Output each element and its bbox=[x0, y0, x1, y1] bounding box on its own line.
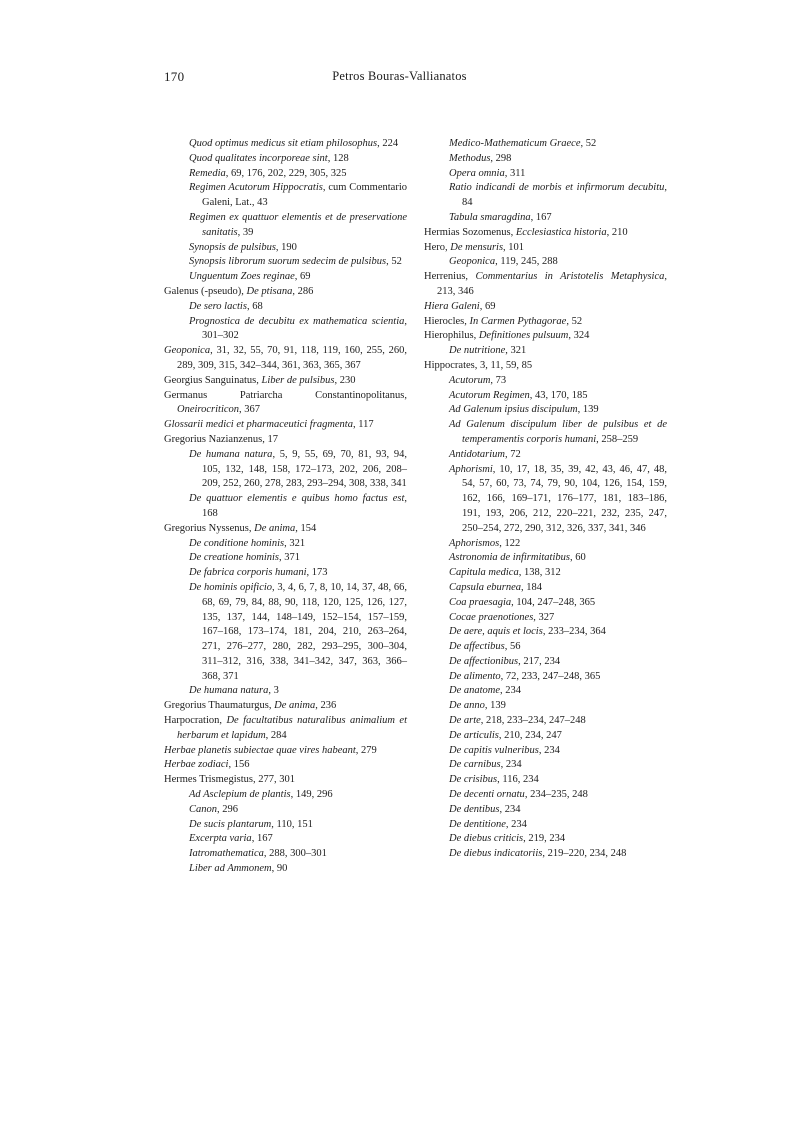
entry-text: , 321 bbox=[284, 537, 306, 549]
entry-text: , cum Commentario Galeni, Lat., 43 bbox=[202, 182, 407, 209]
index-entry bbox=[164, 255, 407, 270]
index-entry bbox=[164, 300, 407, 315]
work-title: De facultatibus naturalibus animalium et herbarum et lapidum bbox=[177, 715, 407, 741]
entry-text: , 84 bbox=[462, 182, 667, 209]
index-entry bbox=[164, 714, 407, 744]
work-title: De conditione hominis bbox=[189, 537, 285, 549]
entry-text: , 234–235, 248 bbox=[524, 789, 588, 801]
index-entry bbox=[424, 255, 667, 270]
index-entry bbox=[424, 403, 667, 418]
work-title: Prognostica de decubitu ex mathematica scientia bbox=[189, 315, 405, 327]
work-title: De sucis plantarum bbox=[189, 818, 272, 830]
entry-text: Gregorius Thaumaturgus, bbox=[164, 700, 275, 712]
entry-text: , 288, 300–301 bbox=[263, 848, 327, 860]
entry-text: Hermias Sozomenus, bbox=[424, 226, 516, 238]
entry-text: , 39 bbox=[237, 226, 254, 238]
work-title: Aphorismi bbox=[449, 463, 493, 475]
index-entry bbox=[424, 551, 667, 566]
entry-text: , 258–259 bbox=[596, 433, 639, 445]
entry-text: Hippocrates, 3, 11, 59, 85 bbox=[424, 359, 533, 371]
entry-text: , 104, 247–248, 365 bbox=[511, 596, 596, 608]
entry-text: , 324 bbox=[568, 330, 590, 342]
work-title: Capitula medica bbox=[449, 567, 519, 579]
work-title: Remedia bbox=[189, 167, 226, 179]
index-entry bbox=[164, 241, 407, 256]
work-title: Synopsis de pulsibus bbox=[189, 241, 276, 253]
index-entry bbox=[164, 537, 407, 552]
work-title: De anatome bbox=[449, 685, 501, 697]
index-entry bbox=[424, 374, 667, 389]
index-entry bbox=[424, 137, 667, 152]
index-columns bbox=[164, 137, 668, 877]
entry-text: , 3, 4, 6, 7, 8, 10, 14, 37, 48, 66, 68, 69, 79, 84, 88, 90, 118, 120, 125, 126, 127, 135, 137, 144, 148–149, 152–154, 157–159, 167–168, 173–174, 181, 204, 210, 263–264, 271, 276–277, 280, 282, 293–295, 300–304, 311–312, 316, 338, 341–342, 347, 363, 366–368, 371 bbox=[202, 581, 408, 682]
index-entry bbox=[424, 359, 667, 374]
index-entry bbox=[424, 581, 667, 596]
entry-text: , 52 bbox=[566, 315, 583, 327]
entry-text: , 233–234, 364 bbox=[542, 626, 606, 638]
entry-text: , 73 bbox=[490, 374, 507, 386]
entry-text: , 52 bbox=[580, 138, 597, 149]
index-entry bbox=[164, 773, 407, 788]
entry-text: , 234 bbox=[500, 685, 522, 697]
index-entry bbox=[164, 389, 407, 419]
work-title: De humana natura bbox=[189, 448, 273, 460]
work-title: Hiera Galeni bbox=[424, 300, 480, 312]
work-title: Astronomia de infirmitatibus bbox=[449, 552, 570, 564]
index-entry bbox=[164, 433, 407, 448]
work-title: De diebus criticis bbox=[449, 833, 524, 845]
work-title: Commentarius in Aristotelis Metaphysica bbox=[475, 271, 665, 283]
work-title: De decenti ornatu bbox=[449, 789, 525, 801]
index-entry bbox=[424, 684, 667, 699]
work-title: Glossarii medici et pharmaceutici fragmenta bbox=[164, 419, 353, 431]
index-entry bbox=[164, 344, 407, 374]
index-entry bbox=[164, 315, 407, 345]
entry-text: , 224 bbox=[377, 138, 399, 149]
entry-text: , 217, 234 bbox=[518, 655, 561, 667]
index-entry bbox=[164, 832, 407, 847]
index-entry bbox=[424, 152, 667, 167]
index-entry bbox=[424, 226, 667, 241]
index-entry bbox=[164, 803, 407, 818]
work-title: Geoponica bbox=[164, 345, 211, 357]
work-title: De fabrica corporis humani bbox=[189, 567, 307, 579]
entry-text: , 236 bbox=[315, 700, 337, 712]
entry-text: , 301–302 bbox=[202, 315, 407, 342]
work-title: Oneirocriticon bbox=[177, 404, 240, 416]
work-title: De mensuris bbox=[450, 241, 504, 253]
entry-text: , 69 bbox=[479, 300, 496, 312]
work-title: Ratio indicandi de morbis et infirmorum decubitu bbox=[449, 182, 665, 194]
work-title: Antidotarium bbox=[449, 448, 506, 460]
work-title: De sero lactis bbox=[189, 300, 247, 312]
index-entry bbox=[164, 285, 407, 300]
entry-text: , 5, 9, 55, 69, 70, 81, 93, 94, 105, 132, 148, 158, 172–173, 202, 206, 208–209, 252, 260, 278, 283, 293–294, 308, 338, 341 bbox=[202, 448, 407, 490]
work-title: Aphorismos bbox=[449, 537, 500, 549]
index-entry bbox=[424, 315, 667, 330]
index-entry bbox=[164, 699, 407, 714]
index-entry bbox=[164, 551, 407, 566]
index-entry bbox=[424, 714, 667, 729]
work-title: Methodus bbox=[449, 152, 491, 164]
entry-text: Germanus Patriarcha Constantinopolitanus, bbox=[164, 389, 407, 401]
entry-text: , 298 bbox=[490, 152, 512, 164]
index-entry bbox=[424, 640, 667, 655]
entry-text: , 234 bbox=[500, 759, 522, 771]
work-title: De creatione hominis bbox=[189, 552, 280, 564]
index-entry bbox=[424, 611, 667, 626]
index-entry bbox=[164, 211, 407, 241]
work-title: De dentibus bbox=[449, 803, 500, 815]
index-entry bbox=[424, 758, 667, 773]
entry-text: , 116, 234 bbox=[497, 774, 539, 786]
index-entry bbox=[424, 625, 667, 640]
page-number: 170 bbox=[164, 69, 185, 84]
work-title: De affectibus bbox=[449, 641, 505, 653]
index-entry bbox=[424, 803, 667, 818]
entry-text: , 286 bbox=[292, 285, 314, 297]
work-title: De alimento bbox=[449, 670, 501, 682]
entry-text: , 154 bbox=[295, 522, 317, 534]
entry-text: , 90 bbox=[271, 863, 288, 875]
entry-text: , 69 bbox=[294, 271, 311, 283]
index-entry bbox=[424, 300, 667, 315]
entry-text: , 122 bbox=[499, 537, 521, 549]
work-title: Regimen Acutorum Hippocratis bbox=[189, 182, 323, 194]
work-title: De affectionibus bbox=[449, 655, 519, 667]
index-entry bbox=[424, 847, 667, 862]
index-entry bbox=[164, 581, 407, 685]
entry-text: , 371 bbox=[279, 552, 301, 564]
index-entry bbox=[164, 181, 407, 211]
work-title: De anima bbox=[274, 700, 316, 712]
index-entry bbox=[424, 566, 667, 581]
index-entry bbox=[164, 818, 407, 833]
entry-text: Harpocration, bbox=[164, 715, 227, 727]
work-title: In Carmen Pythagorae bbox=[469, 315, 567, 327]
entry-text: , 167 bbox=[251, 833, 273, 845]
index-entry bbox=[424, 270, 667, 300]
work-title: Herbae zodiaci bbox=[164, 759, 229, 771]
entry-text: , 279 bbox=[355, 744, 377, 756]
work-title: De anima bbox=[254, 522, 296, 534]
entry-text: , 321 bbox=[505, 345, 527, 357]
entry-text: Hierocles, bbox=[424, 315, 470, 327]
index-entry bbox=[424, 729, 667, 744]
entry-text: , 31, 32, 55, 70, 91, 118, 119, 160, 255, 260, 289, 309, 315, 342–344, 361, 363, 365, 367 bbox=[177, 345, 407, 371]
entry-text: , 190 bbox=[275, 241, 297, 253]
work-title: Acutorum Regimen bbox=[449, 389, 530, 401]
entry-text: , 138, 312 bbox=[518, 567, 561, 579]
index-entry bbox=[424, 181, 667, 211]
work-title: Coa praesagia bbox=[449, 596, 512, 608]
entry-text: , 139 bbox=[484, 700, 506, 712]
work-title: De capitis vulneribus bbox=[449, 744, 539, 756]
index-entry bbox=[164, 418, 407, 433]
work-title: De articulis bbox=[449, 729, 499, 741]
work-title: Ad Galenum discipulum liber de pulsibus et de temperamentis corporis humani bbox=[449, 419, 667, 445]
entry-text: , 219–220, 234, 248 bbox=[542, 848, 627, 860]
entry-text: Hermes Trismegistus, 277, 301 bbox=[164, 774, 295, 786]
index-entry bbox=[424, 463, 667, 537]
work-title: Ecclesiastica historia bbox=[515, 226, 607, 238]
page-header bbox=[0, 69, 799, 89]
work-title: De nutritione bbox=[449, 345, 506, 357]
work-title: De dentitione bbox=[449, 818, 506, 830]
work-title: De carnibus bbox=[449, 759, 501, 771]
work-title: De anno bbox=[449, 700, 485, 712]
index-entry bbox=[424, 655, 667, 670]
work-title: Medico-Mathematicum Graece bbox=[449, 138, 581, 149]
entry-text: , 69, 176, 202, 229, 305, 325 bbox=[225, 167, 347, 179]
index-entry bbox=[424, 832, 667, 847]
entry-text: , 149, 296 bbox=[290, 789, 333, 801]
entry-text: , 219, 234 bbox=[523, 833, 566, 845]
entry-text: Georgius Sanguinatus, bbox=[164, 374, 262, 386]
entry-text: Gregorius Nazianzenus, 17 bbox=[164, 433, 279, 445]
entry-text: Galenus (-pseudo), bbox=[164, 285, 247, 297]
entry-text: , 43, 170, 185 bbox=[529, 389, 588, 401]
entry-text: , 284 bbox=[265, 729, 287, 741]
index-entry bbox=[424, 241, 667, 256]
work-title: Acutorum bbox=[449, 374, 491, 386]
entry-text: , 327 bbox=[533, 611, 555, 623]
work-title: Unguentum Zoes reginae bbox=[189, 271, 295, 283]
index-entry bbox=[424, 596, 667, 611]
entry-text: , 60 bbox=[569, 552, 586, 564]
entry-text: , 234 bbox=[499, 803, 521, 815]
work-title: Liber de pulsibus bbox=[261, 374, 335, 386]
index-entry bbox=[424, 773, 667, 788]
entry-text: , 119, 245, 288 bbox=[495, 256, 558, 268]
index-entry bbox=[164, 152, 407, 167]
index-entry bbox=[164, 448, 407, 492]
work-title: De humana natura bbox=[189, 685, 269, 697]
entry-text: , 52 bbox=[386, 256, 402, 268]
index-entry bbox=[164, 270, 407, 285]
work-title: Synopsis librorum suorum sedecim de pulsibus bbox=[189, 256, 387, 268]
entry-text: , 56 bbox=[504, 641, 521, 653]
entry-text: , 10, 17, 18, 35, 39, 42, 43, 46, 47, 48, 54, 57, 60, 73, 74, 79, 90, 104, 126, 154, 159, 162, 166, 169–171, 176–177, 181, 183–186, 191, 193, 206, 212, 220–221, 232, 235, 247, 250–254, 272, 290, 312, 326, 337, 341, 346 bbox=[462, 463, 667, 534]
index-entry bbox=[424, 670, 667, 685]
index-entry bbox=[424, 788, 667, 803]
entry-text: , 234 bbox=[538, 744, 560, 756]
entry-text: , 68 bbox=[246, 300, 263, 312]
index-entry bbox=[424, 818, 667, 833]
work-title: De hominis opificio bbox=[189, 581, 273, 593]
entry-text: Hierophilus, bbox=[424, 330, 479, 342]
index-entry bbox=[164, 566, 407, 581]
work-title: De aere, aquis et locis bbox=[449, 626, 543, 638]
index-entry bbox=[424, 344, 667, 359]
entry-text: , 210 bbox=[606, 226, 628, 238]
index-entry bbox=[164, 847, 407, 862]
entry-text: , 101 bbox=[503, 241, 525, 253]
entry-text: , 184 bbox=[521, 581, 543, 593]
index-entry bbox=[164, 492, 407, 522]
entry-text: , 367 bbox=[239, 404, 261, 416]
work-title: De quattuor elementis e quibus homo factus est bbox=[189, 493, 405, 505]
index-entry bbox=[424, 389, 667, 404]
entry-text: , 72 bbox=[505, 448, 521, 460]
entry-text: , 139 bbox=[577, 404, 599, 416]
entry-text: , 3 bbox=[268, 685, 279, 697]
work-title: Excerpta varia bbox=[189, 833, 252, 845]
entry-text: , 156 bbox=[228, 759, 250, 771]
work-title: De arte bbox=[449, 715, 481, 727]
index-entry bbox=[424, 744, 667, 759]
index-entry bbox=[424, 418, 667, 448]
entry-text: , 311 bbox=[504, 167, 526, 179]
work-title: Quod optimus medicus sit etiam philosophus bbox=[189, 138, 378, 149]
entry-text: , 168 bbox=[202, 493, 407, 519]
index-column-right bbox=[424, 137, 667, 877]
work-title: Iatromathematica bbox=[189, 848, 264, 860]
entry-text: , 230 bbox=[334, 374, 356, 386]
entry-text: , 234 bbox=[505, 818, 527, 830]
work-title: Cocae praenotiones bbox=[449, 611, 534, 623]
work-title: Canon bbox=[189, 803, 218, 815]
index-entry bbox=[164, 684, 407, 699]
work-title: De diebus indicatoriis bbox=[449, 848, 543, 860]
entry-text: , 167 bbox=[530, 211, 552, 223]
entry-text: , 72, 233, 247–248, 365 bbox=[500, 670, 601, 682]
work-title: De crisibus bbox=[449, 774, 498, 786]
index-entry bbox=[164, 137, 407, 152]
index-entry bbox=[424, 211, 667, 226]
index-entry bbox=[424, 167, 667, 182]
index-entry bbox=[164, 522, 407, 537]
index-column-left bbox=[164, 137, 407, 877]
work-title: Geoponica bbox=[449, 256, 496, 268]
entry-text: , 210, 234, 247 bbox=[498, 729, 562, 741]
entry-text: , 110, 151 bbox=[271, 818, 313, 830]
index-entry bbox=[164, 862, 407, 877]
index-entry bbox=[164, 788, 407, 803]
entry-text: , 173 bbox=[306, 567, 328, 579]
work-title: Herbae planetis subiectae quae vires habeant bbox=[164, 744, 356, 756]
index-entry bbox=[424, 699, 667, 714]
index-entry bbox=[164, 758, 407, 773]
index-entry bbox=[424, 448, 667, 463]
work-title: De ptisana bbox=[246, 285, 293, 297]
index-entry bbox=[424, 537, 667, 552]
work-title: Ad Galenum ipsius discipulum bbox=[449, 404, 578, 416]
work-title: Definitiones pulsuum bbox=[478, 330, 569, 342]
entry-text: Gregorius Nyssenus, bbox=[164, 522, 255, 534]
running-title: Petros Bouras-Vallianatos bbox=[332, 69, 467, 83]
entry-text: , 117 bbox=[352, 419, 374, 431]
entry-text: Hero, bbox=[424, 241, 451, 253]
work-title: Capsula eburnea bbox=[449, 581, 522, 593]
work-title: Ad Asclepium de plantis bbox=[189, 789, 291, 801]
work-title: Tabula smaragdina bbox=[449, 211, 531, 223]
entry-text: , 218, 233–234, 247–248 bbox=[480, 715, 586, 727]
index-entry bbox=[164, 744, 407, 759]
index-entry bbox=[424, 329, 667, 344]
index-entry bbox=[164, 167, 407, 182]
work-title: Regimen ex quattuor elementis et de preservatione sanitatis bbox=[189, 211, 407, 238]
work-title: Opera omnia bbox=[449, 167, 505, 179]
work-title: Quod qualitates incorporeae sint bbox=[189, 152, 328, 164]
entry-text: , 128 bbox=[327, 152, 349, 164]
entry-text: , 296 bbox=[217, 803, 239, 815]
index-entry bbox=[164, 374, 407, 389]
entry-text: , 213, 346 bbox=[437, 271, 667, 297]
work-title: Liber ad Ammonem bbox=[189, 863, 272, 875]
entry-text: Herrenius, bbox=[424, 271, 476, 283]
